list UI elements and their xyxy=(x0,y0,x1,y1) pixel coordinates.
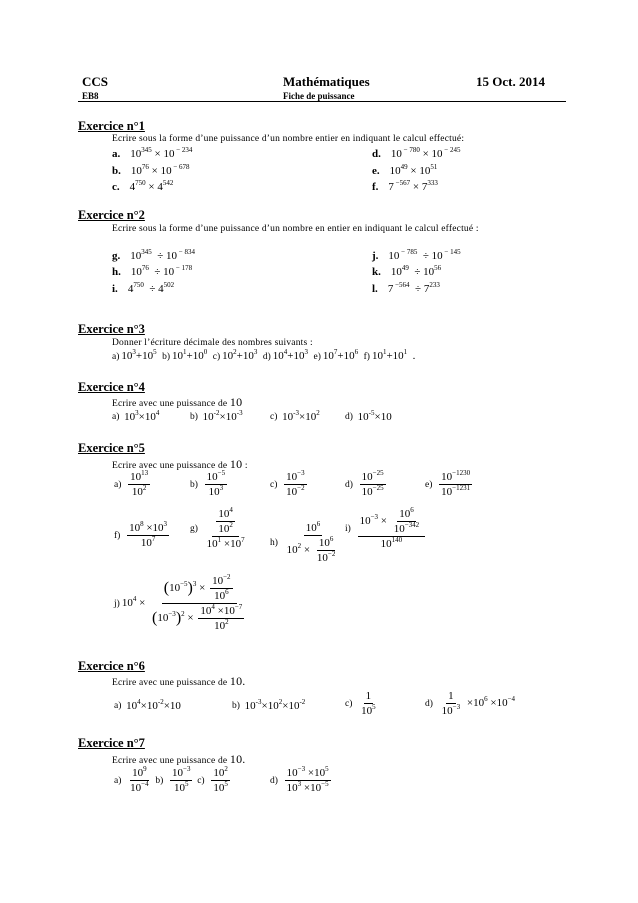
ex2-item-j: j. 10 $^{- 785}$ ÷ 10 $^{- 145}$ xyxy=(372,248,461,262)
ex7-d: d) $\frac{10^{-3} \times 10^5}{10^3 \times 10^{-5}}$ xyxy=(270,765,329,794)
ex4-item-c: c) $10^{-3}\times 10^2$ xyxy=(270,409,320,423)
ex5-f: f) $\frac{10^8 \times 10^3}{10^7}$ xyxy=(114,520,168,549)
ex6-c: c) $\frac{1}{10^5}$ xyxy=(345,690,376,717)
ex3-instruction: Donner l’écriture décimale des nombres suivants : xyxy=(112,338,313,348)
ex1-item-f: f. 7 $^{-567} \times 7^{333}$ xyxy=(372,179,438,193)
ex3-title: Exercice n°3 xyxy=(78,322,145,336)
header-subtitle: Fiche de puissance xyxy=(283,91,355,101)
ex2-item-h: h. $10^{76} \div 10$ $^{- 178}$ xyxy=(112,264,193,278)
ex1-instruction: Ecrire sous la forme d’une puissance d’un nombre entier en indiquant le calcul effectué: xyxy=(112,134,465,144)
ex7-title: Exercice n°7 xyxy=(78,736,145,750)
header-right: 15 Oct. 2014 xyxy=(476,74,545,89)
ex6-d: d) $\frac{1}{10^{-3}}$ $\times 10^6 \times 10^{-4}$ xyxy=(425,690,516,717)
ex4-item-b: b) $10^{-2}\times 10^{-3}$ xyxy=(190,409,243,423)
ex1-item-a: a. $10^{345} \times 10$ $^{- 234}$ xyxy=(112,146,193,160)
header-center: Mathématiques xyxy=(283,74,370,89)
ex7-instruction: Ecrire avec une puissance de 10. xyxy=(112,752,246,766)
ex6-title: Exercice n°6 xyxy=(78,659,145,673)
ex2-item-k: k. $10^{49} \div 10^{56}$ xyxy=(372,264,442,278)
ex4-item-a: a) $10^3\times 10^4$ xyxy=(112,409,160,423)
ex5-c: c) $\frac{10^{-3}}{10^{-2}}$ xyxy=(270,469,305,498)
ex2-item-g: g. $10^{345} \div 10$ $^{- 834}$ xyxy=(112,248,195,262)
ex4-item-d: d) $10^{-5}\times 10$ xyxy=(345,409,392,423)
ex5-j: j) $10^4$ × $(10^{-5})^3$ × $\frac{10^{-2}}{10^6}$ $(10^{-3})^2$ × $\frac{10^4 \times 10^{-7}}{10^2}$ xyxy=(114,573,243,632)
ex2-item-l: l. 7 $^{-564} \div 7^{233}$ xyxy=(372,281,440,295)
ex1-item-c: c. $4^{750} \times 4^{542}$ xyxy=(112,179,174,193)
ex5-a: a) $\frac{10^{13}}{10^2}$ xyxy=(114,469,149,498)
ex6-b: b) $10^{-3}\times 10^2\times 10^{-2}$ xyxy=(232,698,306,712)
ex5-b: b) $\frac{10^{-5}}{10^3}$ xyxy=(190,469,226,498)
header-divider xyxy=(78,101,566,102)
ex2-item-i: i. $4^{750} \div 4^{502}$ xyxy=(112,281,175,295)
ex3-expressions: a) $10^3+10^5$ b) $10^1+10^0$ c) $10^2+10^3$ d) $10^4+10^3$ e) $10^7+10^6$ f) $10^1+10^1$ . xyxy=(112,348,416,362)
ex6-a: a) $10^4\times 10^{-2}\times 10$ xyxy=(114,698,181,712)
ex5-g: g) $\frac{\frac{10^4}{10^2}}{10^1 \times 10^7}$ xyxy=(190,506,245,550)
ex1-item-d: d. 10 $^{- 780}$ × 10 $^{- 245}$ xyxy=(372,146,461,160)
ex5-title: Exercice n°5 xyxy=(78,441,145,455)
ex1-item-e: e. $10^{49} \times 10^{51}$ xyxy=(372,163,438,177)
ex4-instruction: Ecrire avec une puissance de 10 xyxy=(112,395,243,409)
ex1-item-b: b. $10^{76} \times 10$ $^{- 678}$ xyxy=(112,163,190,177)
ex2-instruction: Ecrire sous la forme d’une puissance d’un nombre en entier en indiquant le calcul effectué : xyxy=(112,224,479,234)
ex1-title: Exercice n°1 xyxy=(78,119,145,133)
ex6-instruction: Ecrire avec une puissance de 10. xyxy=(112,674,246,688)
ex5-h: h) $10^6$ $10^2$ × $\frac{10^6}{10^{-2}}$ xyxy=(270,520,336,564)
header-class: EB8 xyxy=(82,91,99,101)
ex5-instruction: Ecrire avec une puissance de 10 : xyxy=(112,457,248,471)
ex7-abc: a) $\frac{10^9}{10^{-4}}$ b) $\frac{10^{-3}}{10^5}$ c) $\frac{10^2}{10^5}$ xyxy=(114,765,228,794)
ex5-e: e) $\frac{10^{-1230}}{10^{-1231}}$ xyxy=(425,469,471,498)
header-left: CCS xyxy=(82,74,109,89)
ex5-i: i) $10^{-3}$ × $\frac{10^6}{10^{-342}}$ $10^{140}$ xyxy=(345,508,427,550)
ex5-d: d) $\frac{10^{-25}}{10^{-25}}$ xyxy=(345,469,384,498)
ex2-title: Exercice n°2 xyxy=(78,208,145,222)
ex4-title: Exercice n°4 xyxy=(78,380,145,394)
